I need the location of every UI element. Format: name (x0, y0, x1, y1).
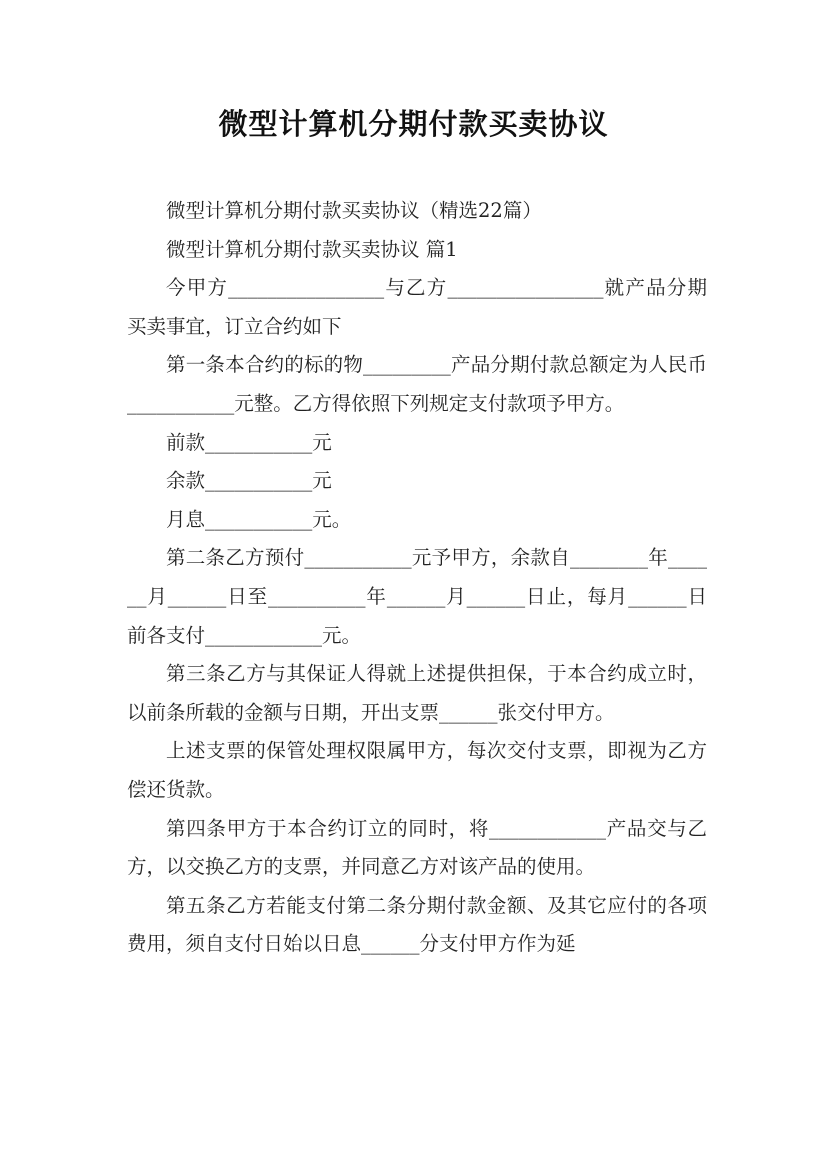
paragraph: 第四条甲方于本合约订立的同时，将____________产品交与乙方，以交换乙方的支票，并同意乙方对该产品的使用。 (127, 816, 707, 879)
paragraph: 微型计算机分期付款买卖协议 篇1 (166, 237, 458, 261)
paragraph: 前款___________元 (166, 430, 332, 454)
paragraph: 第二条乙方预付___________元予甲方，余款自________年______月______日至__________年______月______日止，每月______日前各支付____________元。 (127, 546, 707, 647)
paragraph: 第三条乙方与其保证人得就上述提供担保，于本合约成立时，以前条所载的金额与日期，开出支票______张交付甲方。 (127, 662, 707, 724)
paragraph: 第一条本合约的标的物_________产品分期付款总额定为人民币___________元整。乙方得依照下列规定支付款项予甲方。 (127, 353, 707, 415)
paragraph: 今甲方________________与乙方________________就产品分期买卖事宜，订立合约如下 (127, 276, 707, 338)
paragraph: 余款___________元 (166, 469, 332, 493)
document-title: 微型计算机分期付款买卖协议 (218, 107, 609, 141)
paragraph: 微型计算机分期付款买卖协议（精选22篇） (166, 199, 542, 222)
document-body (127, 192, 707, 964)
paragraph: 上述支票的保管处理权限属甲方，每次交付支票，即视为乙方偿还货款。 (127, 739, 707, 801)
paragraph: 月息___________元。 (166, 507, 352, 531)
paragraph: 第五条乙方若能支付第二条分期付款金额、及其它应付的各项费用，须自支付日始以日息______分支付甲方作为延 (127, 893, 707, 956)
